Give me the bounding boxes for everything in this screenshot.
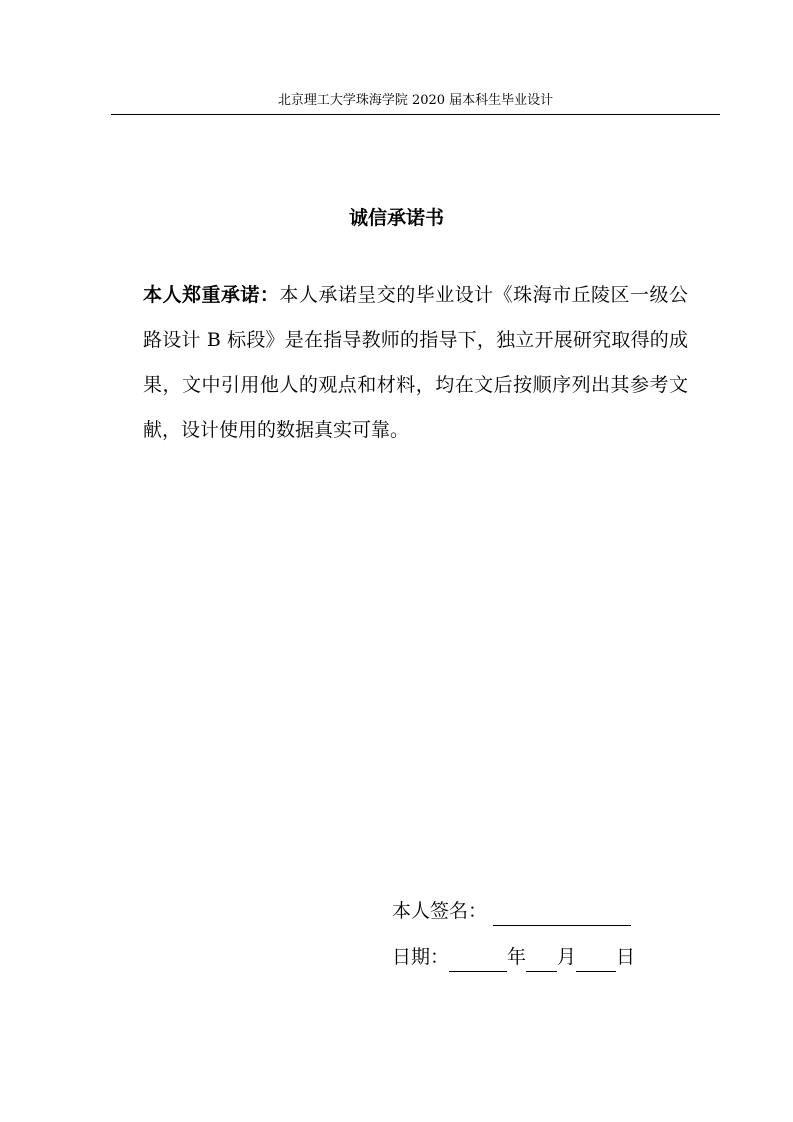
year-unit: 年	[507, 946, 527, 968]
month-unit: 月	[557, 946, 577, 968]
page-header	[111, 92, 720, 115]
signature-field[interactable]	[493, 903, 631, 926]
date-label: 日期：	[392, 946, 450, 968]
year-field[interactable]	[449, 949, 507, 972]
page-title: 诚信承诺书	[348, 207, 444, 229]
date-row	[392, 942, 635, 972]
pledge-lead: 本人郑重承诺：	[143, 284, 280, 306]
pledge-body: 本人承诺呈交的毕业设计《珠海市丘陵区一级公路设计 B 标段》是在指导教师的指导下，独立开展研究取得的成果，文中引用他人的观点和材料，均在文后按顺序列出其参考文献，设计使用的数据真实可靠。	[143, 284, 688, 441]
day-unit: 日	[616, 946, 636, 968]
header-text: 北京理工大学珠海学院 2020 届本科生毕业设计	[277, 93, 554, 108]
signature-label: 本人签名：	[392, 900, 488, 922]
month-field[interactable]	[526, 949, 557, 972]
signature-row	[392, 896, 631, 926]
pledge-paragraph	[143, 273, 688, 453]
day-field[interactable]	[576, 949, 616, 972]
